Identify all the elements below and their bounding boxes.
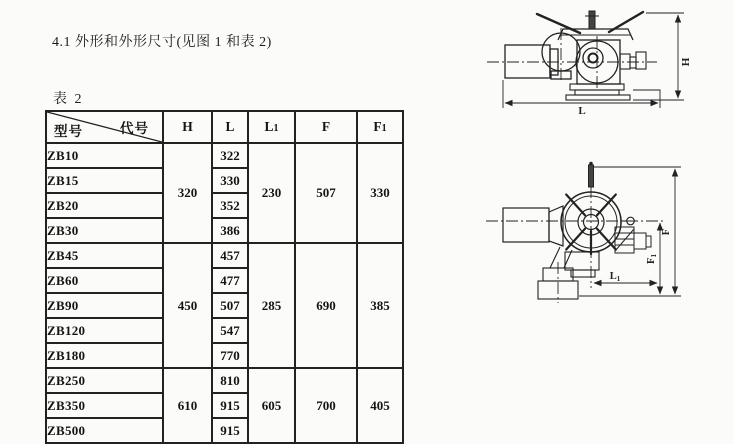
value-cell-l: 770 bbox=[212, 343, 248, 368]
model-cell: ZB250 bbox=[46, 368, 163, 393]
table-row bbox=[46, 143, 403, 168]
model-cell: ZB10 bbox=[46, 143, 163, 168]
value-cell-l1: 605 bbox=[248, 368, 295, 443]
stem bbox=[589, 162, 594, 187]
model-cell: ZB120 bbox=[46, 318, 163, 343]
value-cell-f: 507 bbox=[295, 143, 357, 243]
motor-cylinder bbox=[505, 45, 558, 78]
value-cell-f: 690 bbox=[295, 243, 357, 368]
model-cell: ZB180 bbox=[46, 343, 163, 368]
value-cell-f: 700 bbox=[295, 368, 357, 443]
value-cell-l: 352 bbox=[212, 193, 248, 218]
value-cell-l: 810 bbox=[212, 368, 248, 393]
dim-label-L1: L1 bbox=[609, 271, 621, 283]
model-cell: ZB30 bbox=[46, 218, 163, 243]
dim-label-F: F bbox=[661, 228, 672, 236]
stem bbox=[585, 11, 599, 29]
col-axis-label: 代号 bbox=[120, 121, 149, 136]
model-cell: ZB15 bbox=[46, 168, 163, 193]
section-title: 4.1 外形和外形尺寸(见图 1 和表 2) bbox=[52, 35, 272, 50]
header-cell-F1: F1 bbox=[357, 111, 403, 143]
value-cell-l: 457 bbox=[212, 243, 248, 268]
value-cell-l: 547 bbox=[212, 318, 248, 343]
value-cell-l: 507 bbox=[212, 293, 248, 318]
value-cell-f1: 330 bbox=[357, 143, 403, 243]
model-cell: ZB20 bbox=[46, 193, 163, 218]
value-cell-h: 450 bbox=[163, 243, 212, 368]
value-cell-l1: 230 bbox=[248, 143, 295, 243]
value-cell-l: 386 bbox=[212, 218, 248, 243]
actuator-front-view-drawing bbox=[485, 5, 710, 117]
value-cell-h: 320 bbox=[163, 143, 212, 243]
motor-cylinder bbox=[503, 206, 563, 246]
output-shaft bbox=[620, 52, 646, 69]
value-cell-l: 915 bbox=[212, 418, 248, 443]
actuator-side-view-drawing bbox=[483, 158, 695, 308]
actuator-body bbox=[558, 29, 633, 84]
value-cell-l: 330 bbox=[212, 168, 248, 193]
base-flange bbox=[566, 84, 630, 100]
dimensions-table bbox=[45, 110, 404, 444]
row-axis-label: 型号 bbox=[54, 124, 83, 139]
dim-label-L: L bbox=[578, 105, 586, 117]
dim-label-H: H bbox=[680, 57, 692, 67]
value-cell-f1: 405 bbox=[357, 368, 403, 443]
table-caption: 表 2 bbox=[53, 92, 84, 107]
header-cell-model-code bbox=[46, 111, 163, 143]
header-cell-H: H bbox=[163, 111, 212, 143]
header-cell-L1: L1 bbox=[248, 111, 295, 143]
model-cell: ZB45 bbox=[46, 243, 163, 268]
model-cell: ZB500 bbox=[46, 418, 163, 443]
value-cell-l: 322 bbox=[212, 143, 248, 168]
header-cell-L: L bbox=[212, 111, 248, 143]
handwheel-spokes bbox=[566, 195, 616, 255]
model-cell: ZB60 bbox=[46, 268, 163, 293]
dimension-L bbox=[503, 80, 660, 117]
base-housing bbox=[538, 247, 599, 299]
header-cell-F: F bbox=[295, 111, 357, 143]
model-cell: ZB90 bbox=[46, 293, 163, 318]
table-row bbox=[46, 368, 403, 393]
value-cell-l: 477 bbox=[212, 268, 248, 293]
table-row bbox=[46, 243, 403, 268]
value-cell-l: 915 bbox=[212, 393, 248, 418]
value-cell-f1: 385 bbox=[357, 243, 403, 368]
dim-label-F1: F1 bbox=[646, 254, 658, 264]
dimension-L1 bbox=[594, 271, 657, 283]
value-cell-h: 610 bbox=[163, 368, 212, 443]
value-cell-l1: 285 bbox=[248, 243, 295, 368]
header-row bbox=[46, 111, 403, 143]
model-cell: ZB350 bbox=[46, 393, 163, 418]
dimension-H bbox=[633, 13, 692, 100]
